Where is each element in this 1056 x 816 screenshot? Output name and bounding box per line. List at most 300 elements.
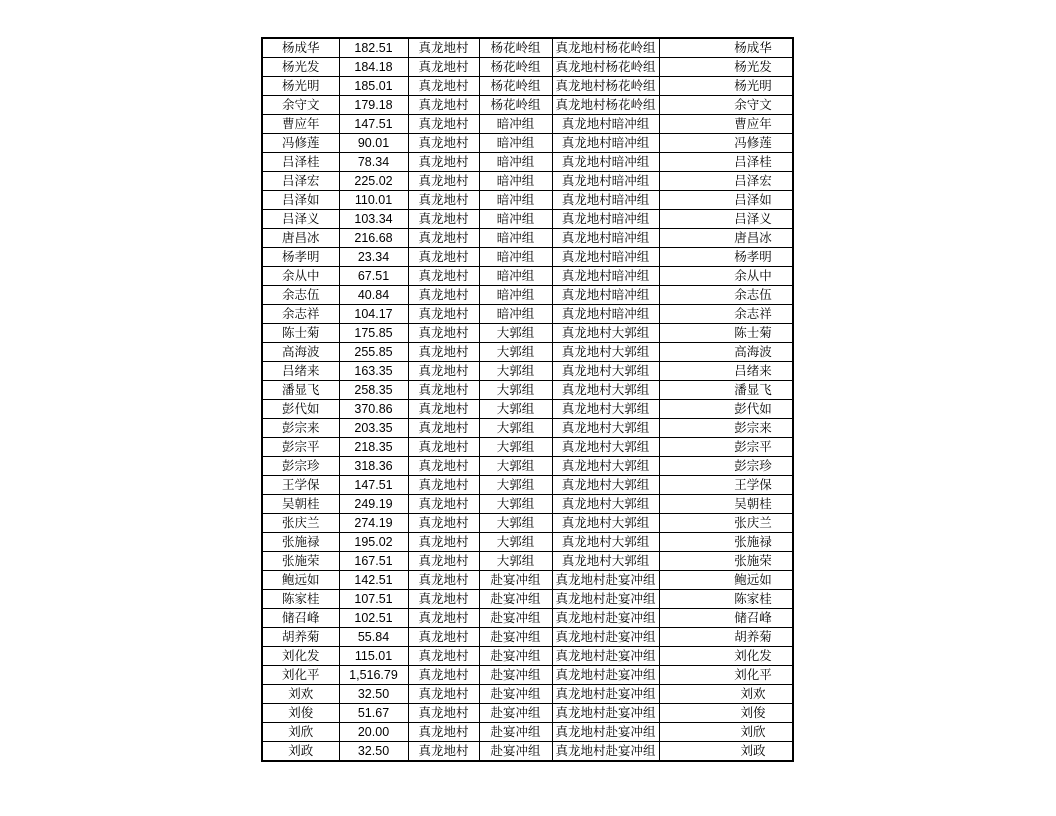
group-cell: 大郭组 [479, 552, 552, 571]
blank-cell [659, 77, 714, 96]
name-cell: 吴朝桂 [262, 495, 339, 514]
table-row [262, 571, 793, 590]
blank-cell [659, 115, 714, 134]
table-row [262, 96, 793, 115]
payee-cell: 冯修莲 [714, 134, 793, 153]
payee-cell: 杨成华 [714, 38, 793, 58]
group-cell: 大郭组 [479, 457, 552, 476]
blank-cell [659, 723, 714, 742]
payee-cell: 杨光明 [714, 77, 793, 96]
amount-cell: 147.51 [339, 476, 408, 495]
village-cell: 真龙地村 [408, 495, 479, 514]
table-row [262, 248, 793, 267]
group-cell: 赴宴冲组 [479, 571, 552, 590]
table-row [262, 628, 793, 647]
location-cell: 真龙地村暗冲组 [552, 172, 659, 191]
group-cell: 大郭组 [479, 476, 552, 495]
group-cell: 杨花岭组 [479, 96, 552, 115]
group-cell: 大郭组 [479, 514, 552, 533]
location-cell: 真龙地村大郭组 [552, 343, 659, 362]
group-cell: 赴宴冲组 [479, 666, 552, 685]
table-row [262, 590, 793, 609]
name-cell: 余从中 [262, 267, 339, 286]
blank-cell [659, 476, 714, 495]
blank-cell [659, 419, 714, 438]
amount-cell: 255.85 [339, 343, 408, 362]
location-cell: 真龙地村大郭组 [552, 533, 659, 552]
location-cell: 真龙地村大郭组 [552, 381, 659, 400]
table-row [262, 400, 793, 419]
amount-cell: 249.19 [339, 495, 408, 514]
amount-cell: 51.67 [339, 704, 408, 723]
payee-cell: 高海波 [714, 343, 793, 362]
group-cell: 暗冲组 [479, 229, 552, 248]
payee-cell: 彭宗来 [714, 419, 793, 438]
location-cell: 真龙地村大郭组 [552, 552, 659, 571]
location-cell: 真龙地村赴宴冲组 [552, 647, 659, 666]
name-cell: 余守文 [262, 96, 339, 115]
blank-cell [659, 58, 714, 77]
group-cell: 暗冲组 [479, 172, 552, 191]
name-cell: 吕泽桂 [262, 153, 339, 172]
group-cell: 赴宴冲组 [479, 609, 552, 628]
group-cell: 赴宴冲组 [479, 628, 552, 647]
name-cell: 张施禄 [262, 533, 339, 552]
name-cell: 张庆兰 [262, 514, 339, 533]
blank-cell [659, 362, 714, 381]
blank-cell [659, 96, 714, 115]
table-row [262, 343, 793, 362]
amount-cell: 203.35 [339, 419, 408, 438]
group-cell: 大郭组 [479, 381, 552, 400]
name-cell: 刘化发 [262, 647, 339, 666]
name-cell: 陈家桂 [262, 590, 339, 609]
blank-cell [659, 742, 714, 762]
blank-cell [659, 571, 714, 590]
village-cell: 真龙地村 [408, 609, 479, 628]
location-cell: 真龙地村暗冲组 [552, 248, 659, 267]
blank-cell [659, 153, 714, 172]
amount-cell: 102.51 [339, 609, 408, 628]
amount-cell: 370.86 [339, 400, 408, 419]
payee-cell: 吕绪来 [714, 362, 793, 381]
name-cell: 鲍远如 [262, 571, 339, 590]
amount-cell: 147.51 [339, 115, 408, 134]
group-cell: 暗冲组 [479, 191, 552, 210]
village-cell: 真龙地村 [408, 134, 479, 153]
blank-cell [659, 590, 714, 609]
table-row [262, 419, 793, 438]
name-cell: 彭宗平 [262, 438, 339, 457]
amount-cell: 167.51 [339, 552, 408, 571]
payment-roster-table [261, 37, 794, 762]
group-cell: 暗冲组 [479, 134, 552, 153]
blank-cell [659, 229, 714, 248]
name-cell: 杨光明 [262, 77, 339, 96]
blank-cell [659, 134, 714, 153]
amount-cell: 20.00 [339, 723, 408, 742]
name-cell: 冯修莲 [262, 134, 339, 153]
name-cell: 彭代如 [262, 400, 339, 419]
group-cell: 大郭组 [479, 343, 552, 362]
blank-cell [659, 210, 714, 229]
payee-cell: 余从中 [714, 267, 793, 286]
amount-cell: 67.51 [339, 267, 408, 286]
amount-cell: 184.18 [339, 58, 408, 77]
amount-cell: 182.51 [339, 38, 408, 58]
payee-cell: 刘欢 [714, 685, 793, 704]
location-cell: 真龙地村大郭组 [552, 457, 659, 476]
amount-cell: 55.84 [339, 628, 408, 647]
name-cell: 杨光发 [262, 58, 339, 77]
blank-cell [659, 628, 714, 647]
table-row [262, 172, 793, 191]
location-cell: 真龙地村暗冲组 [552, 286, 659, 305]
name-cell: 刘欢 [262, 685, 339, 704]
name-cell: 杨孝明 [262, 248, 339, 267]
village-cell: 真龙地村 [408, 571, 479, 590]
location-cell: 真龙地村大郭组 [552, 324, 659, 343]
name-cell: 储召峰 [262, 609, 339, 628]
amount-cell: 142.51 [339, 571, 408, 590]
village-cell: 真龙地村 [408, 704, 479, 723]
payee-cell: 吕泽宏 [714, 172, 793, 191]
group-cell: 大郭组 [479, 419, 552, 438]
name-cell: 吕绪来 [262, 362, 339, 381]
group-cell: 暗冲组 [479, 153, 552, 172]
group-cell: 暗冲组 [479, 248, 552, 267]
location-cell: 真龙地村杨花岭组 [552, 77, 659, 96]
amount-cell: 115.01 [339, 647, 408, 666]
blank-cell [659, 685, 714, 704]
amount-cell: 185.01 [339, 77, 408, 96]
group-cell: 赴宴冲组 [479, 590, 552, 609]
table-row [262, 381, 793, 400]
blank-cell [659, 647, 714, 666]
payee-cell: 吕泽义 [714, 210, 793, 229]
payee-cell: 刘化平 [714, 666, 793, 685]
table-row [262, 438, 793, 457]
group-cell: 大郭组 [479, 533, 552, 552]
name-cell: 刘欣 [262, 723, 339, 742]
group-cell: 暗冲组 [479, 210, 552, 229]
payee-cell: 刘欣 [714, 723, 793, 742]
group-cell: 杨花岭组 [479, 38, 552, 58]
name-cell: 刘俊 [262, 704, 339, 723]
table-row [262, 685, 793, 704]
village-cell: 真龙地村 [408, 248, 479, 267]
village-cell: 真龙地村 [408, 267, 479, 286]
location-cell: 真龙地村赴宴冲组 [552, 666, 659, 685]
table-row [262, 38, 793, 58]
amount-cell: 195.02 [339, 533, 408, 552]
group-cell: 大郭组 [479, 495, 552, 514]
payee-cell: 陈家桂 [714, 590, 793, 609]
location-cell: 真龙地村赴宴冲组 [552, 723, 659, 742]
table-row [262, 191, 793, 210]
village-cell: 真龙地村 [408, 77, 479, 96]
name-cell: 王学保 [262, 476, 339, 495]
village-cell: 真龙地村 [408, 666, 479, 685]
group-cell: 赴宴冲组 [479, 704, 552, 723]
table-row [262, 305, 793, 324]
table-row [262, 286, 793, 305]
name-cell: 陈士菊 [262, 324, 339, 343]
amount-cell: 216.68 [339, 229, 408, 248]
amount-cell: 318.36 [339, 457, 408, 476]
location-cell: 真龙地村大郭组 [552, 495, 659, 514]
location-cell: 真龙地村杨花岭组 [552, 38, 659, 58]
village-cell: 真龙地村 [408, 685, 479, 704]
table-row [262, 704, 793, 723]
payee-cell: 余志祥 [714, 305, 793, 324]
blank-cell [659, 457, 714, 476]
village-cell: 真龙地村 [408, 229, 479, 248]
village-cell: 真龙地村 [408, 400, 479, 419]
group-cell: 暗冲组 [479, 267, 552, 286]
table-row [262, 533, 793, 552]
name-cell: 潘显飞 [262, 381, 339, 400]
village-cell: 真龙地村 [408, 647, 479, 666]
table-row [262, 362, 793, 381]
name-cell: 彭宗来 [262, 419, 339, 438]
payee-cell: 陈士菊 [714, 324, 793, 343]
name-cell: 余志祥 [262, 305, 339, 324]
location-cell: 真龙地村暗冲组 [552, 191, 659, 210]
group-cell: 大郭组 [479, 362, 552, 381]
village-cell: 真龙地村 [408, 210, 479, 229]
amount-cell: 179.18 [339, 96, 408, 115]
payee-cell: 余志伍 [714, 286, 793, 305]
amount-cell: 225.02 [339, 172, 408, 191]
location-cell: 真龙地村大郭组 [552, 476, 659, 495]
name-cell: 吕泽如 [262, 191, 339, 210]
payee-cell: 胡养菊 [714, 628, 793, 647]
payee-cell: 吕泽如 [714, 191, 793, 210]
village-cell: 真龙地村 [408, 58, 479, 77]
location-cell: 真龙地村暗冲组 [552, 305, 659, 324]
payee-cell: 张庆兰 [714, 514, 793, 533]
blank-cell [659, 704, 714, 723]
amount-cell: 104.17 [339, 305, 408, 324]
table-row [262, 495, 793, 514]
village-cell: 真龙地村 [408, 305, 479, 324]
blank-cell [659, 666, 714, 685]
location-cell: 真龙地村大郭组 [552, 438, 659, 457]
amount-cell: 274.19 [339, 514, 408, 533]
table-row [262, 723, 793, 742]
location-cell: 真龙地村暗冲组 [552, 229, 659, 248]
payee-cell: 张施禄 [714, 533, 793, 552]
group-cell: 大郭组 [479, 438, 552, 457]
village-cell: 真龙地村 [408, 514, 479, 533]
amount-cell: 23.34 [339, 248, 408, 267]
location-cell: 真龙地村赴宴冲组 [552, 590, 659, 609]
group-cell: 杨花岭组 [479, 58, 552, 77]
table-row [262, 229, 793, 248]
group-cell: 大郭组 [479, 400, 552, 419]
table-row [262, 742, 793, 762]
payee-cell: 彭宗珍 [714, 457, 793, 476]
name-cell: 杨成华 [262, 38, 339, 58]
payee-cell: 杨孝明 [714, 248, 793, 267]
blank-cell [659, 533, 714, 552]
name-cell: 吕泽义 [262, 210, 339, 229]
payee-cell: 鲍远如 [714, 571, 793, 590]
location-cell: 真龙地村大郭组 [552, 362, 659, 381]
location-cell: 真龙地村暗冲组 [552, 267, 659, 286]
amount-cell: 90.01 [339, 134, 408, 153]
village-cell: 真龙地村 [408, 723, 479, 742]
amount-cell: 103.34 [339, 210, 408, 229]
group-cell: 暗冲组 [479, 286, 552, 305]
payee-cell: 刘化发 [714, 647, 793, 666]
payee-cell: 曹应年 [714, 115, 793, 134]
table-row [262, 476, 793, 495]
blank-cell [659, 305, 714, 324]
group-cell: 大郭组 [479, 324, 552, 343]
location-cell: 真龙地村赴宴冲组 [552, 609, 659, 628]
name-cell: 吕泽宏 [262, 172, 339, 191]
name-cell: 高海波 [262, 343, 339, 362]
village-cell: 真龙地村 [408, 115, 479, 134]
name-cell: 唐昌冰 [262, 229, 339, 248]
amount-cell: 1,516.79 [339, 666, 408, 685]
group-cell: 暗冲组 [479, 305, 552, 324]
amount-cell: 107.51 [339, 590, 408, 609]
blank-cell [659, 552, 714, 571]
group-cell: 杨花岭组 [479, 77, 552, 96]
village-cell: 真龙地村 [408, 457, 479, 476]
amount-cell: 110.01 [339, 191, 408, 210]
payee-cell: 吕泽桂 [714, 153, 793, 172]
location-cell: 真龙地村大郭组 [552, 419, 659, 438]
table-row [262, 609, 793, 628]
table-row [262, 210, 793, 229]
village-cell: 真龙地村 [408, 362, 479, 381]
name-cell: 张施荣 [262, 552, 339, 571]
blank-cell [659, 267, 714, 286]
location-cell: 真龙地村杨花岭组 [552, 96, 659, 115]
table-row [262, 324, 793, 343]
table-row [262, 552, 793, 571]
table-row [262, 134, 793, 153]
table-row [262, 58, 793, 77]
amount-cell: 32.50 [339, 742, 408, 762]
village-cell: 真龙地村 [408, 438, 479, 457]
payee-cell: 张施荣 [714, 552, 793, 571]
group-cell: 赴宴冲组 [479, 742, 552, 762]
village-cell: 真龙地村 [408, 590, 479, 609]
amount-cell: 175.85 [339, 324, 408, 343]
village-cell: 真龙地村 [408, 343, 479, 362]
location-cell: 真龙地村赴宴冲组 [552, 628, 659, 647]
location-cell: 真龙地村暗冲组 [552, 153, 659, 172]
table-row [262, 647, 793, 666]
table-row [262, 267, 793, 286]
amount-cell: 32.50 [339, 685, 408, 704]
location-cell: 真龙地村赴宴冲组 [552, 742, 659, 762]
group-cell: 暗冲组 [479, 115, 552, 134]
group-cell: 赴宴冲组 [479, 685, 552, 704]
amount-cell: 163.35 [339, 362, 408, 381]
village-cell: 真龙地村 [408, 476, 479, 495]
table-row [262, 666, 793, 685]
payee-cell: 余守文 [714, 96, 793, 115]
location-cell: 真龙地村赴宴冲组 [552, 704, 659, 723]
blank-cell [659, 381, 714, 400]
table-row [262, 457, 793, 476]
amount-cell: 218.35 [339, 438, 408, 457]
blank-cell [659, 172, 714, 191]
village-cell: 真龙地村 [408, 96, 479, 115]
roster-body [262, 38, 793, 761]
village-cell: 真龙地村 [408, 38, 479, 58]
blank-cell [659, 324, 714, 343]
blank-cell [659, 495, 714, 514]
location-cell: 真龙地村大郭组 [552, 514, 659, 533]
village-cell: 真龙地村 [408, 552, 479, 571]
location-cell: 真龙地村暗冲组 [552, 134, 659, 153]
table-row [262, 115, 793, 134]
payee-cell: 吴朝桂 [714, 495, 793, 514]
group-cell: 赴宴冲组 [479, 723, 552, 742]
blank-cell [659, 438, 714, 457]
blank-cell [659, 400, 714, 419]
name-cell: 彭宗珍 [262, 457, 339, 476]
name-cell: 刘政 [262, 742, 339, 762]
village-cell: 真龙地村 [408, 742, 479, 762]
blank-cell [659, 609, 714, 628]
table-row [262, 77, 793, 96]
name-cell: 曹应年 [262, 115, 339, 134]
village-cell: 真龙地村 [408, 286, 479, 305]
village-cell: 真龙地村 [408, 153, 479, 172]
payee-cell: 刘俊 [714, 704, 793, 723]
blank-cell [659, 286, 714, 305]
village-cell: 真龙地村 [408, 172, 479, 191]
village-cell: 真龙地村 [408, 191, 479, 210]
location-cell: 真龙地村大郭组 [552, 400, 659, 419]
group-cell: 赴宴冲组 [479, 647, 552, 666]
village-cell: 真龙地村 [408, 324, 479, 343]
blank-cell [659, 514, 714, 533]
blank-cell [659, 38, 714, 58]
payee-cell: 彭宗平 [714, 438, 793, 457]
location-cell: 真龙地村暗冲组 [552, 210, 659, 229]
name-cell: 胡养菊 [262, 628, 339, 647]
location-cell: 真龙地村赴宴冲组 [552, 685, 659, 704]
village-cell: 真龙地村 [408, 628, 479, 647]
payee-cell: 潘显飞 [714, 381, 793, 400]
table-row [262, 153, 793, 172]
blank-cell [659, 343, 714, 362]
village-cell: 真龙地村 [408, 419, 479, 438]
village-cell: 真龙地村 [408, 533, 479, 552]
name-cell: 刘化平 [262, 666, 339, 685]
amount-cell: 40.84 [339, 286, 408, 305]
amount-cell: 258.35 [339, 381, 408, 400]
blank-cell [659, 248, 714, 267]
payee-cell: 唐昌冰 [714, 229, 793, 248]
payee-cell: 彭代如 [714, 400, 793, 419]
blank-cell [659, 191, 714, 210]
payee-cell: 刘政 [714, 742, 793, 762]
payee-cell: 储召峰 [714, 609, 793, 628]
location-cell: 真龙地村杨花岭组 [552, 58, 659, 77]
name-cell: 余志伍 [262, 286, 339, 305]
table-row [262, 514, 793, 533]
